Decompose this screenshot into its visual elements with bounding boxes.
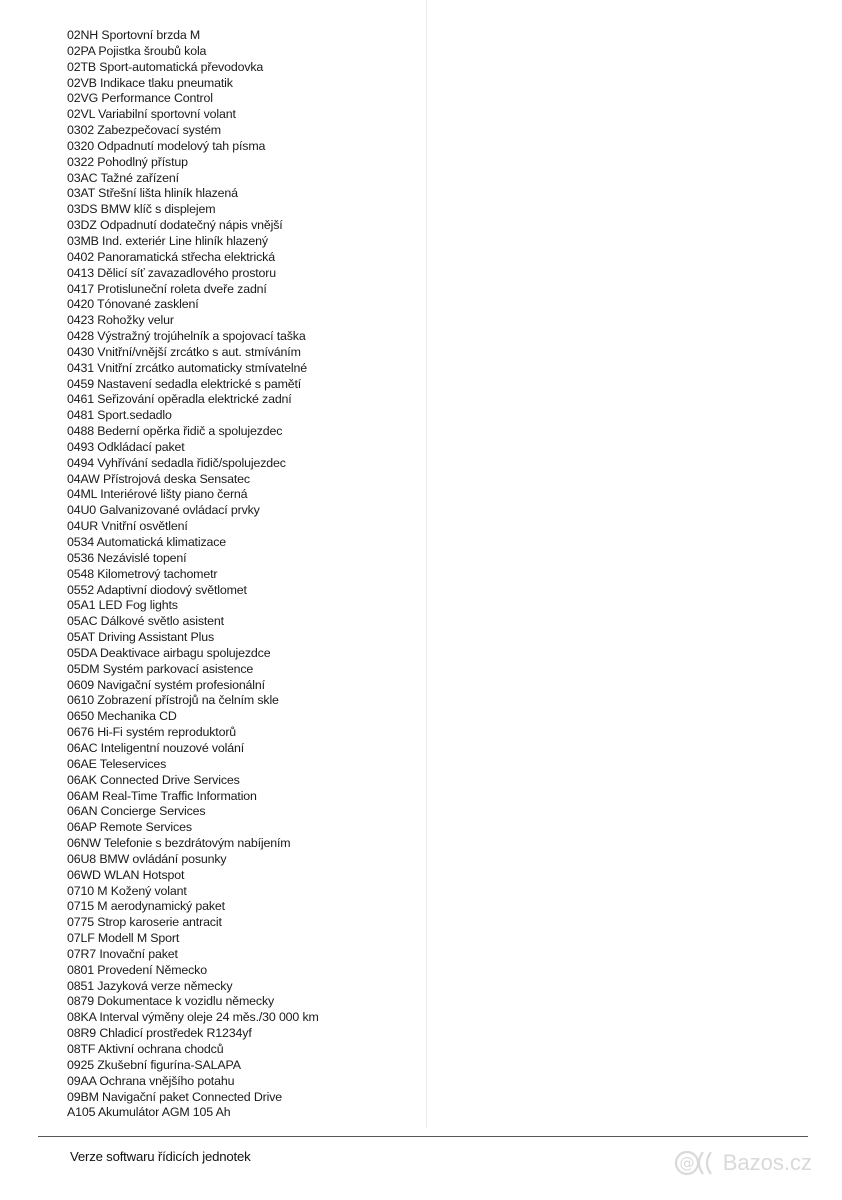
option-item: 03AC Tažné zařízení [67, 170, 179, 185]
option-item: 06AM Real-Time Traffic Information [67, 788, 257, 803]
option-item: 0481 Sport.sedadlo [67, 408, 172, 423]
bazos-logo-icon [673, 1148, 719, 1178]
option-item: 0417 Protisluneční roleta dveře zadní [67, 281, 267, 296]
option-item: 05AC Dálkové světlo asistent [67, 614, 224, 629]
option-item: 0488 Bederní opěrka řidič a spolujezdec [67, 424, 283, 439]
option-item: 0431 Vnitřní zrcátko automaticky stmívatelné [67, 360, 307, 375]
option-item: 02NH Sportovní brzda M [67, 28, 201, 42]
option-item: 0494 Vyhřívání sedadla řidič/spolujezdec [67, 455, 286, 470]
watermark-text: Bazos.cz [722, 1150, 812, 1175]
option-item: 0461 Seřizování opěradla elektrické zadní [67, 392, 292, 407]
option-item: 02PA Pojistka šroubů kola [67, 43, 207, 58]
option-item: 08TF Aktivní ochrana chodců [67, 1042, 224, 1056]
option-item: 06AE Teleservices [67, 756, 167, 771]
option-item: 02VL Variabilní sportovní volant [67, 107, 236, 122]
option-item: 0459 Nastavení sedadla elektrické s pamětí [67, 376, 302, 391]
option-item: 0493 Odkládací paket [67, 439, 185, 454]
option-item: 0775 Strop karoserie antracit [67, 915, 222, 930]
option-item: 0925 Zkušební figurína-SALAPA [67, 1057, 241, 1072]
option-item: 0430 Vnitřní/vnější zrcátko s aut. stmíváním [67, 344, 301, 359]
option-item: 0536 Nezávislé topení [67, 550, 187, 565]
option-item: 05DM Systém parkovací asistence [67, 661, 254, 676]
option-item: 02TB Sport-automatická převodovka [67, 59, 264, 74]
equipment-options-list [67, 28, 319, 1121]
option-item: 09AA Ochrana vnějšího potahu [67, 1073, 235, 1088]
option-item: 05A1 LED Fog lights [67, 598, 178, 613]
option-item: 0534 Automatická klimatizace [67, 535, 227, 549]
option-item: 05AT Driving Assistant Plus [67, 630, 214, 645]
option-item: 03DS BMW klíč s displejem [67, 202, 216, 217]
option-item: A105 Akumulátor AGM 105 Ah [67, 1105, 231, 1120]
option-item: 0715 M aerodynamický paket [67, 899, 225, 914]
option-item: 0851 Jazyková verze německy [67, 978, 233, 993]
option-item: 04U0 Galvanizované ovládací prvky [67, 503, 260, 518]
option-item: 0413 Dělicí síť zavazadlového prostoru [67, 265, 277, 280]
option-item: 07LF Modell M Sport [67, 931, 180, 946]
option-item: 02VB Indikace tlaku pneumatik [67, 75, 233, 90]
option-item: 06AN Concierge Services [67, 804, 206, 819]
option-item: 0320 Odpadnutí modelový tah písma [67, 138, 266, 153]
option-item: 03DZ Odpadnutí dodatečný nápis vnější [67, 218, 283, 233]
option-item: 08R9 Chladicí prostředek R1234yf [67, 1026, 252, 1041]
watermark [673, 1148, 812, 1178]
option-item: 04AW Přístrojová deska Sensatec [67, 471, 250, 486]
option-item: 0302 Zabezpečovací systém [67, 123, 221, 138]
option-item: 0650 Mechanika CD [67, 709, 177, 724]
option-item: 08KA Interval výměny oleje 24 měs./30 000 km [67, 1010, 319, 1025]
option-item: 0676 Hi-Fi systém reproduktorů [67, 725, 237, 740]
option-item: 04ML Interiérové lišty piano černá [67, 487, 248, 502]
option-item: 06U8 BMW ovládání posunky [67, 851, 227, 866]
option-item: 09BM Navigační paket Connected Drive [67, 1089, 282, 1104]
option-item: 0552 Adaptivní diodový světlomet [67, 582, 247, 597]
option-item: 0609 Navigační systém profesionální [67, 677, 265, 692]
option-item: 06AK Connected Drive Services [67, 772, 240, 787]
option-item: 05DA Deaktivace airbagu spolujezdce [67, 645, 271, 660]
option-item: 0801 Provedení Německo [67, 962, 207, 977]
option-item: 06AP Remote Services [67, 820, 192, 835]
option-item: 06WD WLAN Hotspot [67, 867, 185, 882]
section-title: Verze softwaru řídicích jednotek [70, 1149, 251, 1164]
option-item: 0428 Výstražný trojúhelník a spojovací taška [67, 329, 306, 344]
option-item: 0879 Dokumentace k vozidlu německy [67, 994, 275, 1009]
option-item: 04UR Vnitřní osvětlení [67, 519, 188, 534]
option-item: 03MB Ind. exteriér Line hliník hlazený [67, 233, 268, 248]
option-item: 0420 Tónované zasklení [67, 297, 199, 312]
option-item: 06AC Inteligentní nouzové volání [67, 740, 245, 755]
option-item: 0610 Zobrazení přístrojů na čelním skle [67, 693, 279, 708]
svg-text:@: @ [679, 1154, 695, 1172]
option-item: 0423 Rohožky velur [67, 313, 174, 328]
option-item: 03AT Střešní lišta hliník hlazená [67, 186, 238, 201]
option-item: 0402 Panoramatická střecha elektrická [67, 249, 275, 264]
option-item: 06NW Telefonie s bezdrátovým nabíjením [67, 836, 291, 851]
option-item: 0548 Kilometrový tachometr [67, 566, 218, 581]
option-item: 0322 Pohodlný přístup [67, 154, 188, 169]
option-item: 07R7 Inovační paket [67, 946, 178, 961]
column-divider [426, 0, 427, 1128]
option-item: 02VG Performance Control [67, 91, 213, 106]
section-divider [38, 1136, 808, 1137]
option-item: 0710 M Kožený volant [67, 883, 187, 898]
